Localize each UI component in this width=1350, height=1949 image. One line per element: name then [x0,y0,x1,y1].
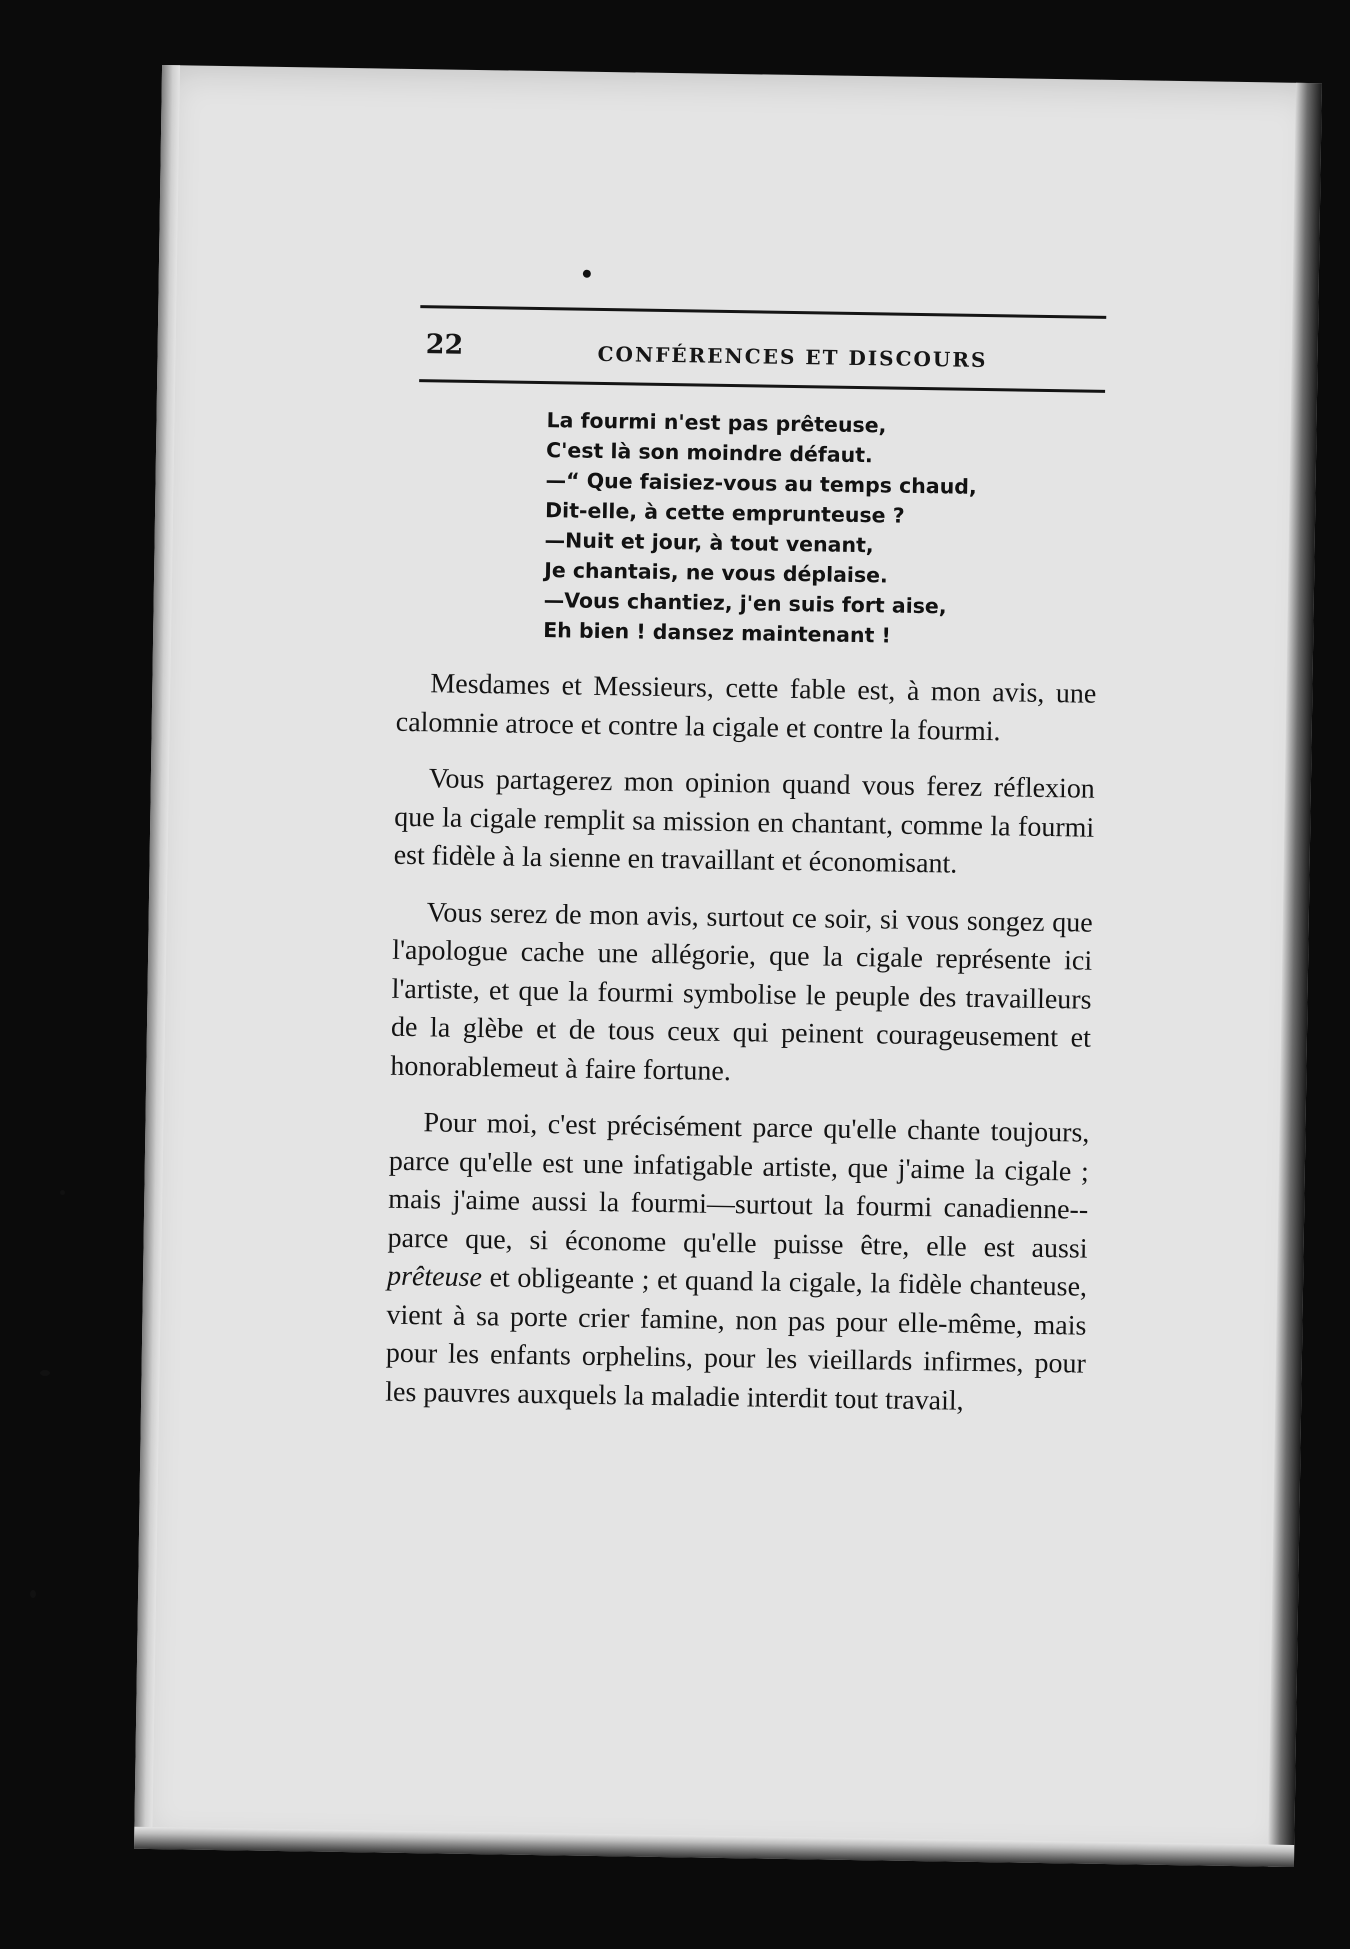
verse-line: C'est là son moindre défaut. [545,438,874,468]
ink-dot [583,270,591,278]
running-title: CONFÉRENCES ET DISCOURS [597,341,988,372]
page-binding-edge [134,65,180,1849]
book-page [134,65,1322,1867]
paragraph-text: et obligeante ; et quand la cigale, la fidèle chanteuse, vient à sa porte crier famine, non pas pour elle-même, mais pour les enfants orphelins, pour les vieillards infirmes, pour les pauvres auxquels la maladie interdit tout travail, [385,1262,1088,1417]
page-bottom-edge [134,1827,1294,1867]
page-fore-edge [1268,83,1322,1867]
verse-line: —“ Que faisiez-vous au temps chaud, [545,468,977,499]
verse-line: —Nuit et jour, à tout venant, [544,528,874,558]
page-number: 22 [425,329,464,361]
paragraph: Vous partagerez mon opinion quand vous ferez réflexion que la cigale remplit sa mission en chantant, comme la fourmi est fidèle à la sienne en travaillant et économisant. [393,763,1096,880]
paragraph: Mesdames et Messieurs, cette fable est, à mon avis, une calomnie atroce et contre la cigale et contre la fourmi. [395,668,1097,747]
verse-line: La fourmi n'est pas prêteuse, [546,408,887,438]
verse-line: Je chantais, ne vous déplaise. [544,558,889,588]
scan-speck [30,1590,36,1598]
fable-verse [543,405,1007,652]
header-rule-top [420,305,1106,319]
verse-line: —Vous chantiez, j'en suis fort aise, [543,588,947,619]
scan-speck [60,1190,65,1195]
paragraph: Vous serez de mon avis, surtout ce soir, si vous songez que l'apologue cache une allégorie, que la cigale représente ici l'artiste, et que la fourmi symbolise le peuple des travailleurs de la glèbe et de tous ceux qui peinent courageusement et honorablemeut à faire fortune. [390,896,1093,1087]
paragraph [385,1104,1090,1423]
italic-word: prêteuse [386,1260,483,1294]
body-text [385,665,1097,1441]
verse-line: Dit-elle, à cette emprunteuse ? [544,498,905,528]
scan-speck [40,1370,50,1376]
paragraph-text: Pour moi, c'est précisément parce qu'elle chante toujours, parce qu'elle est une infatigable artiste, que j'aime la cigale ; mais j'aime aussi la fourmi—surtout la fourmi canadienne--parce que, si économe qu'elle puisse être, elle est aussi [387,1107,1090,1265]
header-rule-bottom [419,379,1105,393]
verse-line: Eh bien ! dansez maintenant ! [543,618,892,648]
